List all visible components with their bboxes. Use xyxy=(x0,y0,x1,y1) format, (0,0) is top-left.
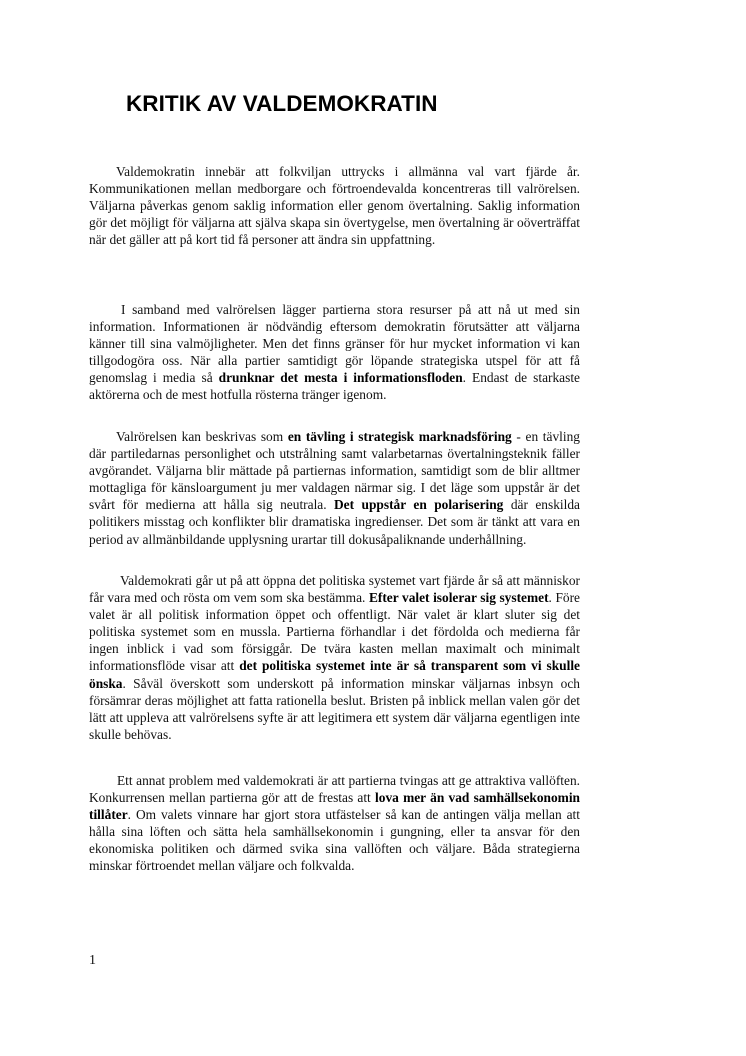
paragraph-text: . Endast de starkaste aktörerna och de mest hotfulla rösterna tränger igenom. xyxy=(89,370,580,403)
emphasis-text: en tävling i strategisk marknadsföring xyxy=(287,429,512,444)
paragraph-text: Ett annat problem med valdemokrati är att partierna tvingas att ge attraktiva vallöften. Konkurrensen mellan partierna gör att de frestas att xyxy=(89,773,580,806)
emphasis-text: lova mer än vad samhällsekonomin tillåter xyxy=(89,790,580,823)
paragraph-3 xyxy=(89,428,580,548)
paragraph-text: där enskilda politikers misstag och konflikter blir dramatiska ingredienser. Det som är tänkt att vara en period av allmänbildande upplysning urartar till dokusåpaliknande underhållning. xyxy=(89,497,580,547)
emphasis-text: drunknar det mesta i informationsfloden xyxy=(218,370,463,386)
paragraph-text: . Om valets vinnare har gjort stora utfästelser så kan de antingen välja mellan att hålla sina löften och sätta hela samhällsekonomin i gungning, eller ta ansvar för den ekonomiska politiken och därmed svika sina vallöften och väljare. Båda strategierna minskar förtroendet mellan väljare och folkvalda. xyxy=(89,807,580,874)
paragraph-2 xyxy=(89,301,580,404)
paragraph-4 xyxy=(89,572,580,743)
emphasis-text: det politiska systemet inte är så transparent som vi skulle önska xyxy=(89,658,580,691)
paragraph-text: Valdemokrati går ut på att öppna det politiska systemet vart fjärde år så att människor får vara med och rösta om vem som ska bestämma. xyxy=(89,573,580,606)
paragraph-text: . Före valet är all politisk information öppet och offentligt. När valet är klart sluter sig det politiska systemet som en mussla. Partierna förhandlar i det fördolda och medierna får ingen inblick i vad som försiggår. De tvära kasten mellan maximalt och minimalt informationsflöde visar att xyxy=(89,590,581,674)
emphasis-text: Efter valet isolerar sig systemet xyxy=(368,590,549,606)
emphasis-text: Det uppstår en polarisering xyxy=(334,497,504,513)
paragraph-5 xyxy=(89,772,580,875)
paragraph-text: Valrörelsen kan beskrivas som xyxy=(116,429,288,444)
paragraph-text: Valdemokratin innebär att folkviljan uttrycks i allmänna val vart fjärde år. Kommunikationen mellan medborgare och förtroendevalda koncentreras till valrörelsen. Väljarna påverkas genom saklig information eller genom övertalning. Saklig information gör det möjligt för väljarna att själva skapa sin övertygelse, men övertalning är oöverträffat när det gäller att på kort tid få personer att ändra sin uppfattning. xyxy=(89,164,580,248)
page-number: 1 xyxy=(89,953,96,968)
paragraph-text: I samband med valrörelsen lägger partierna stora resurser på att nå ut med sin information. Informationen är nödvändig eftersom demokratin förutsätter att väljarna känner till sina valmöjligheter. Men det finns gränser för hur mycket information vi kan tillgodogöra oss. När alla partier samtidigt gör löpande strategiska utspel för att få genomslag i media så xyxy=(89,302,580,386)
paragraph-1 xyxy=(89,163,580,248)
paragraph-text: - en tävling där partiledarnas personlighet och utstrålning samt valarbetarnas övertalningsteknik fäller avgörandet. Väljarna blir mättade på partiernas information, samtidigt som de blir alltmer mottagliga för känsloargument ju mer valdagen närmar sig. I det läge som uppstår är det svårt för medierna att hålla sig neutrala. xyxy=(89,429,580,513)
document-title: KRITIK AV VALDEMOKRATIN xyxy=(126,91,438,116)
paragraph-text: . Såväl överskott som underskott på information minskar väljarnas inbsyn och försämrar deras möjlighet att fatta rationella beslut. Bristen på inblick mellan valen gör det lätt att uppleva att valrörelsens syfte är att legitimera ett system där väljarna egentligen inte skulle behövas. xyxy=(89,675,580,742)
